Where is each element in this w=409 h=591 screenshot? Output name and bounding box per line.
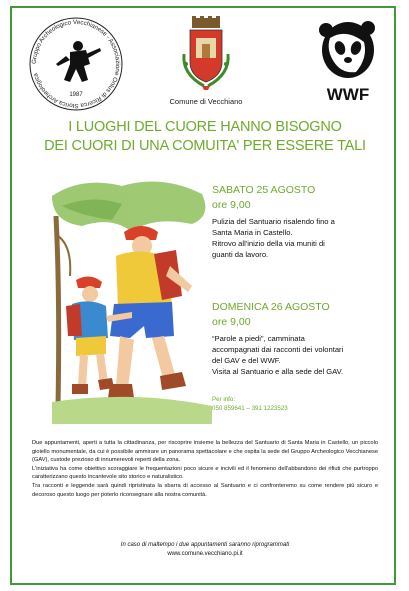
contact-info [212,395,392,413]
wwf-text: WWF [326,85,370,104]
event-desc-line: Visita al Santuario e alla sede del GAV. [212,367,344,376]
event-saturday [212,184,392,260]
event-sunday [212,301,392,377]
paragraph: Tra racconti e leggende sarà quindi ripristinata la sbarra di accesso al Santuario e ci confronteremo su come rendere più sicuro e decoroso questo luogo per poterlo riconsegnare alla nostra comunità. [32,482,378,498]
gav-year: 1987 [69,92,83,98]
headline [24,118,386,156]
event-desc-line: Ritrovo all'inizio della via muniti di [212,239,325,248]
event-desc-line: Pulizia del Santuario risalendo fino a [212,217,335,226]
weather-note: In caso di maltempo i due appuntamenti saranno riprogrammati [120,542,290,548]
wwf-logo [316,18,380,106]
event-desc-line: guanti da lavoro. [212,250,269,259]
adult-hiker-icon [108,226,192,398]
paragraph: Due appuntamenti, aperti a tutta la cittadinanza, per riscoprire insieme la bellezza del Santuario di Santa Maria in Castello, un piccolo gioiello monumentale, da cui è possibile ammirare un panorama spettacolare e che ospita la sede del Gruppo Archeologico Vecchianese (GAV), custode prezioso di innumerevoli reperti della zona. [32,440,378,464]
panda-icon [319,21,375,78]
comune-label: Comune di Vecchiano [169,97,243,106]
gav-figure-icon [56,41,101,82]
headline-line-1: I LUOGHI DEL CUORE HANNO BISOGNO [68,119,342,135]
event-day: SABATO 25 AGOSTO [212,184,316,196]
comune-crest-logo [178,14,234,94]
event-desc-line: accompagnati dai racconti dei volontari [212,345,344,354]
gav-ring-text: Gruppo Archeologico Vecchianese - Associazione Onlus di Ricerca Storica Archeologica [30,18,122,110]
info-phones: 050 859641 – 391 1223523 [212,405,288,412]
ground-icon [52,397,212,424]
event-desc-line: del GAV e del WWF. [212,356,281,365]
hikers-illustration [52,176,212,424]
event-desc-line: “Parole a piedi”, camminata [212,334,305,343]
tree-foliage-icon [52,182,205,233]
info-label: Per info: [212,396,236,403]
event-time: ore 9,00 [212,199,251,211]
event-day: DOMENICA 26 AGOSTO [212,301,330,313]
description-block [32,439,378,499]
paragraph: L'iniziativa ha come obiettivo scoraggiare le frequentazioni poco sicure e incivili ed il fenomeno dell'abbandono dei rifiuti che purtroppo caratterizzano questo incantevole sito storico e naturalistico. [32,465,378,481]
event-desc-line: Santa Maria in Castello. [212,228,293,237]
headline-line-2: DEI CUORI DI UNA COMUITA' PER ESSERE TALI [44,138,366,154]
event-time: ore 9,00 [212,316,251,328]
gav-logo [26,14,126,114]
website-url[interactable]: www.comune.vecchiano.pi.it [167,551,243,557]
